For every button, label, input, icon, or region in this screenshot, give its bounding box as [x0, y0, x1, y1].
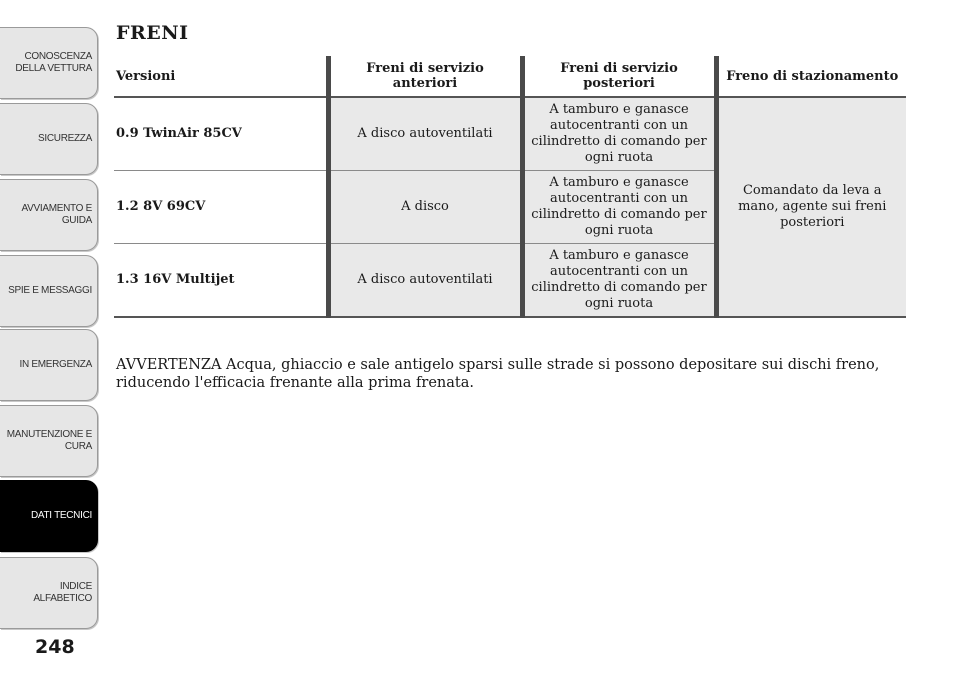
brakes-spec-table: [114, 56, 906, 318]
warning-paragraph: AVVERTENZA Acqua, ghiaccio e sale antigelo sparsi sulle strade si possono depositare sui dischi freno, riducendo l'efficacia frenante alla prima frenata.: [116, 357, 880, 391]
parking-brake-cell: Comandato da leva a mano, agente sui freni posteriori: [716, 97, 906, 317]
tab-in-emergenza[interactable]: IN EMERGENZA: [0, 329, 98, 401]
table-header-row: [114, 56, 906, 97]
rear-brake-cell: A tamburo e ganasce autocentranti con un cilindretto di comando per ogni ruota: [522, 171, 716, 244]
version-cell: 1.3 16V Multijet: [114, 244, 328, 318]
page-number: 248: [35, 636, 75, 658]
front-brake-cell: A disco autoventilati: [328, 244, 522, 318]
rear-brake-cell: A tamburo e ganasce autocentranti con un cilindretto di comando per ogni ruota: [522, 97, 716, 171]
header-versioni: Versioni: [114, 56, 328, 97]
table-row: [114, 97, 906, 171]
tab-avviamento-e-guida[interactable]: AVVIAMENTO E GUIDA: [0, 179, 98, 251]
front-brake-cell: A disco autoventilati: [328, 97, 522, 171]
version-cell: 1.2 8V 69CV: [114, 171, 328, 244]
tab-indice-alfabetico[interactable]: INDICE ALFABETICO: [0, 557, 98, 629]
tab-dati-tecnici[interactable]: DATI TECNICI: [0, 480, 98, 552]
version-cell: 0.9 TwinAir 85CV: [114, 97, 328, 171]
tab-spie-e-messaggi[interactable]: SPIE E MESSAGGI: [0, 255, 98, 327]
section-title: FRENI: [116, 22, 189, 44]
header-freno-stazionamento: Freno di stazionamento: [716, 56, 906, 97]
header-freni-posteriori: Freni di servizio posteriori: [522, 56, 716, 97]
tab-manutenzione-e-cura[interactable]: MANUTENZIONE E CURA: [0, 405, 98, 477]
tab-conoscenza-della-vettura[interactable]: CONOSCENZA DELLA VETTURA: [0, 27, 98, 99]
front-brake-cell: A disco: [328, 171, 522, 244]
tab-sicurezza[interactable]: SICUREZZA: [0, 103, 98, 175]
header-freni-anteriori: Freni di servizio anteriori: [328, 56, 522, 97]
rear-brake-cell: A tamburo e ganasce autocentranti con un cilindretto di comando per ogni ruota: [522, 244, 716, 318]
